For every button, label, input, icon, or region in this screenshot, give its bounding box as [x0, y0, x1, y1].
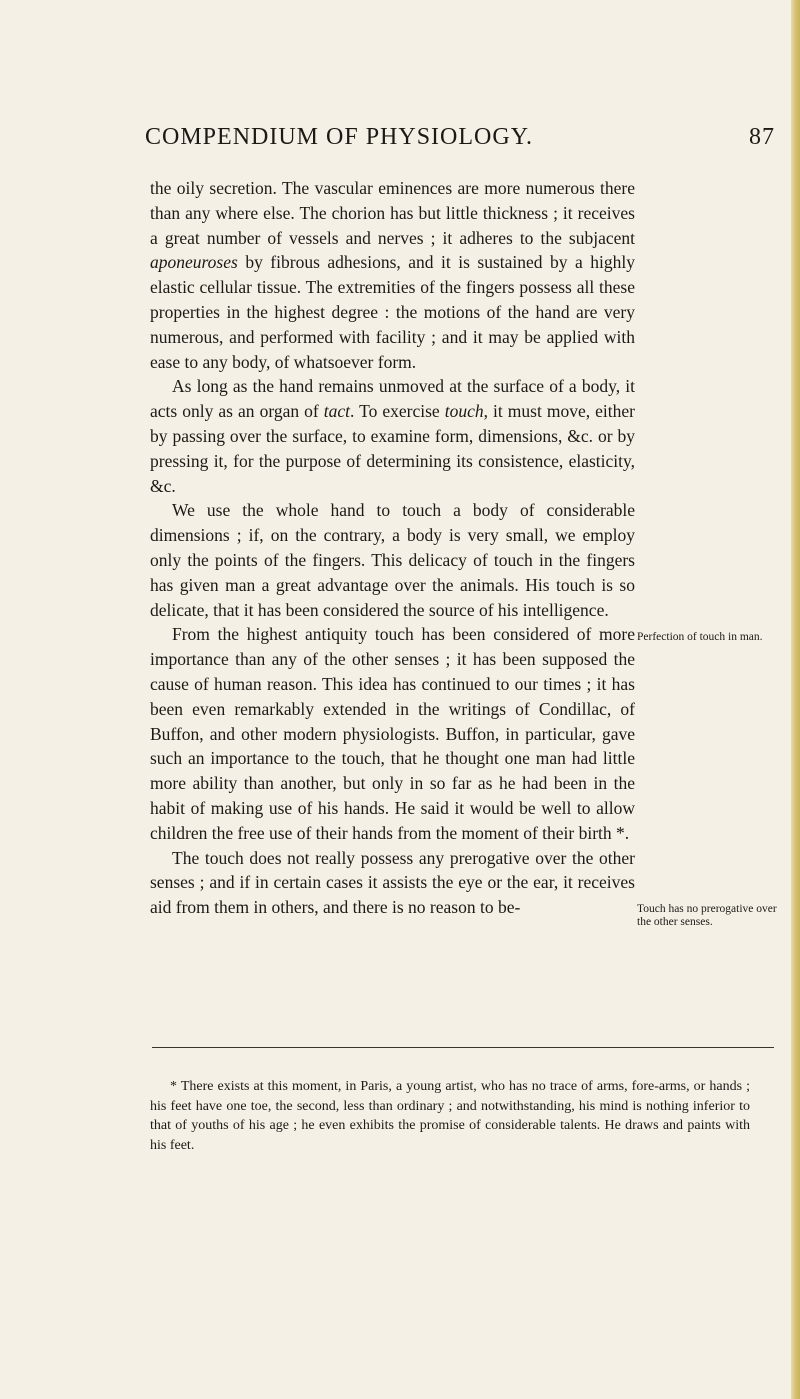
- page-number: 87: [749, 124, 775, 150]
- paragraph: the oily secretion. The vascular eminences are more numerous there than any where else. The chorion has but little thickness ; it receives a great number of vessels and nerves ; it adheres to the subjacent aponeuroses by fibrous adhesions, and it is sustained by a highly elastic cellular tissue. The extremities of the fingers possess all these properties in the highest degree : the motions of the hand are very numerous, and performed with facility ; and it may be applied with ease to any body, of whatsoever form.: [150, 178, 635, 372]
- page-edge: [791, 0, 800, 1399]
- margin-note: Perfection of touch in man.: [637, 631, 763, 643]
- running-title: COMPENDIUM OF PHYSIOLOGY.: [145, 124, 533, 150]
- body-text: [150, 176, 635, 920]
- paragraph: From the highest antiquity touch has been considered of more importance than any of the other senses ; it has been supposed the cause of human reason. This idea has continued to our times ; it has been even remarkably extended in the writings of Condillac, of Buffon, and other modern physiologists. Buffon, in particular, gave such an importance to the touch, that he thought one man had little more ability than another, but only in so far as he had been in the habit of making use of his hands. He said it would be well to allow children the free use of their hands from the moment of their birth *.: [150, 624, 635, 843]
- margin-note: Touch has no prerogative over the other senses.: [637, 903, 777, 928]
- footnote: * There exists at this moment, in Paris, a young artist, who has no trace of arms, fore-arms, or hands ; his feet have one toe, the second, less than ordinary ; and notwithstanding, his mind is nothing inferior to that of youths of his age ; he even exhibits the promise of considerable talents. He draws and paints with his feet.: [150, 1079, 750, 1153]
- page-header: [145, 124, 775, 154]
- paragraph: The touch does not really possess any prerogative over the other senses ; and if in certain cases it assists the eye or the ear, it receives aid from them in others, and there is no reason to be-: [150, 847, 635, 918]
- footnote-rule: [152, 1047, 774, 1048]
- paragraph: We use the whole hand to touch a body of considerable dimensions ; if, on the contrary, a body is very small, we employ only the points of the fingers. This delicacy of touch in the fingers has given man a great advantage over the animals. His touch is so delicate, that it has been considered the source of his intelligence.: [150, 500, 635, 620]
- paragraph: As long as the hand remains unmoved at the surface of a body, it acts only as an organ of tact. To exercise touch, it must move, either by passing over the surface, to examine form, dimensions, &c. or by pressing it, for the purpose of determining its consistence, elasticity, &c.: [150, 376, 635, 496]
